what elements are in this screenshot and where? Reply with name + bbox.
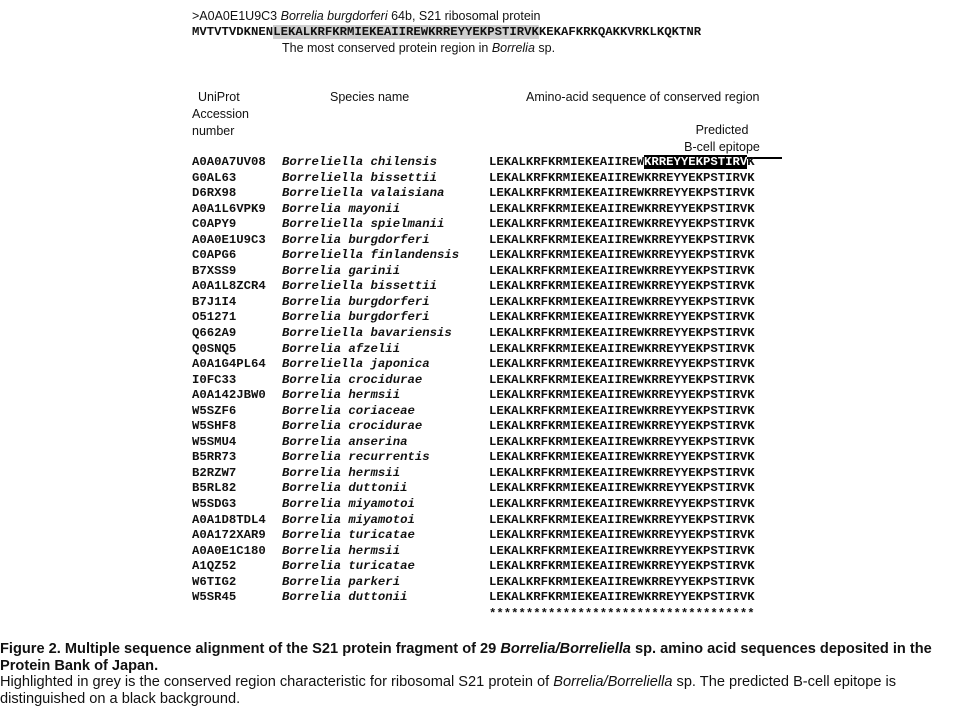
species-cell: Borrelia duttonii [282,590,408,605]
sequence-cell: LEKALKRFKRMIEKEAIIREWKRREYYEKPSTIRVK [489,590,755,605]
sequence-cell: LEKALKRFKRMIEKEAIIREWKRREYYEKPSTIRVK [489,512,755,527]
sequence-cell: LEKALKRFKRMIEKEAIIREWKRREYYEKPSTIRVK [489,559,755,574]
sequence-cell: LEKALKRFKRMIEKEAIIREWKRREYYEKPSTIRVK [489,341,755,356]
accession-cell: Q662A9 [192,326,237,341]
accession-cell: A0A1G4PL64 [192,357,266,372]
sequence-cell: LEKALKRFKRMIEKEAIIREWKRREYYEKPSTIRVK [489,528,755,543]
epitope-header-line2: B-cell epitope [684,140,760,154]
species-cell: Borrelia miyamotoi [282,512,415,527]
column-header-accession [192,89,249,140]
species-cell: Borrelia anserina [282,434,408,449]
species-cell: Borrelia hermsii [282,543,401,558]
sequence-cell: LEKALKRFKRMIEKEAIIREWKRREYYEKPSTIRVK [489,357,755,372]
sequence-cell: LEKALKRFKRMIEKEAIIREWKRREYYEKPSTIRVK [489,419,755,434]
sequence-cell: LEKALKRFKRMIEKEAIIREWKRREYYEKPSTIRVK [489,248,755,263]
conserved-region-note [282,41,555,55]
accession-cell: A0A0A7UV08 [192,155,266,169]
column-header-sequence: Amino-acid sequence of conserved region [526,90,760,104]
accession-cell: W5SMU4 [192,434,237,449]
species-cell: Borrelia turicatae [282,528,415,543]
accession-cell: B7J1I4 [192,294,237,309]
sequence-cell: LEKALKRFKRMIEKEAIIREWKRREYYEKPSTIRVK [489,465,755,480]
epitope-header-line1: Predicted [695,123,749,137]
sequence-prefix: MVTVTVDKNEN [192,25,274,39]
fasta-description: 64b, S21 ribosomal protein [391,9,541,23]
caption-body [0,674,974,707]
sequence-cell: LEKALKRFKRMIEKEAIIREWKRREYYEKPSTIRVK [489,232,755,247]
sequence-suffix: KEKAFKRKQAKKVRKLKQKTNR [538,25,702,39]
accession-cell: I0FC33 [192,372,237,387]
column-header-species: Species name [330,90,410,104]
accession-cell: A0A172XAR9 [192,528,266,543]
species-cell: Borrelia burgdorferi [282,232,430,247]
species-cell: Borreliella finlandensis [282,248,460,263]
species-cell: Borreliella valaisiana [282,186,445,201]
species-cell: Borrelia duttonii [282,481,408,496]
caption-title-text: Figure 2. Multiple sequence alignment of the S21 protein fragment of 29 [0,641,501,657]
figure-caption [0,641,974,707]
species-cell: Borrelia hermsii [282,465,401,480]
sequence-cell: LEKALKRFKRMIEKEAIIREWKRREYYEKPSTIRVK [489,481,755,496]
caption-title [0,641,974,674]
fasta-species: Borrelia burgdorferi [280,9,388,23]
sequence-segment: LEKALKRFKRMIEKEAIIREW [489,155,644,169]
sequence-cell: LEKALKRFKRMIEKEAIIREWKRREYYEKPSTIRVK [489,186,755,201]
species-cell: Borreliella bissettii [282,170,437,185]
species-cell: Borreliella bissettii [282,279,437,294]
species-cell: Borrelia coriaceae [282,403,415,418]
accession-cell: W5SR45 [192,590,237,605]
sequence-cell: LEKALKRFKRMIEKEAIIREWKRREYYEKPSTIRVK [489,263,755,278]
accession-header-line1: UniProt [198,90,240,104]
accession-header-line3: number [192,124,235,138]
species-cell: Borrelia burgdorferi [282,294,430,309]
sequence-cell: LEKALKRFKRMIEKEAIIREWKRREYYEKPSTIRVK [489,201,755,216]
caption-body-genus: Borrelia/Borreliella [553,674,673,690]
sequence-cell: LEKALKRFKRMIEKEAIIREWKRREYYEKPSTIRVK [489,310,755,325]
species-cell: Borrelia crocidurae [282,419,423,434]
accession-cell: B2RZW7 [192,465,237,480]
accession-cell: A0A1L6VPK9 [192,201,266,216]
note-text: The most conserved protein region in [282,41,492,55]
accession-cell: W5SHF8 [192,419,237,434]
species-cell: Borrelia garinii [282,263,401,278]
accession-cell: D6RX98 [192,186,237,201]
sequence-cell: LEKALKRFKRMIEKEAIIREWKRREYYEKPSTIRVK [489,372,755,387]
sequence-cell: LEKALKRFKRMIEKEAIIREWKRREYYEKPSTIRVK [489,388,755,403]
caption-body-text: Highlighted in grey is the conserved region characteristic for ribosomal S21 protein of [0,674,554,690]
sequence-cell: LEKALKRFKRMIEKEAIIREWKRREYYEKPSTIRVK [489,217,755,232]
species-cell: Borrelia burgdorferi [282,310,430,325]
species-cell: Borreliella chilensis [282,155,437,169]
accession-cell: Q0SNQ5 [192,341,237,356]
accession-cell: W6TIG2 [192,574,237,589]
sequence-cell: LEKALKRFKRMIEKEAIIREWKRREYYEKPSTIRVK [489,543,755,558]
accession-cell: B5RR73 [192,450,237,465]
note-genus: Borrelia [491,41,535,55]
species-cell: Borrelia crocidurae [282,372,423,387]
species-cell: Borrelia hermsii [282,388,401,403]
caption-title-suffix: sp. amino acid sequences deposited in the Protein Bank of Japan. [0,641,932,674]
accession-cell: A1QZ52 [192,559,237,574]
species-cell: Borrelia mayonii [282,201,401,216]
sequence-segment: K [747,155,755,169]
accession-cell: O51271 [192,310,237,325]
species-cell: Borreliella bavariensis [282,326,452,341]
accession-cell: C0APY9 [192,217,237,232]
species-cell: Borreliella japonica [282,357,430,372]
sequence-cell: LEKALKRFKRMIEKEAIIREWKRREYYEKPSTIRVK [489,450,755,465]
species-cell: Borrelia miyamotoi [282,497,415,512]
sequence-cell: LEKALKRFKRMIEKEAIIREWKRREYYEKPSTIRVK [489,294,755,309]
sequence-cell: LEKALKRFKRMIEKEAIIREWKRREYYEKPSTIRVK [489,497,755,512]
accession-cell: B7XSS9 [192,263,237,278]
epitope-header [662,122,782,156]
accession-header-line2: Accession [192,107,249,121]
accession-cell: A0A1D8TDL4 [192,512,266,527]
sequence-cell: LEKALKRFKRMIEKEAIIREWKRREYYEKPSTIRVK [489,170,755,185]
conservation-line: ************************************ [489,607,755,621]
accession-cell: C0APG6 [192,248,237,263]
species-cell: Borrelia recurrentis [282,450,430,465]
accession-cell: A0A0E1U9C3 [192,232,266,247]
conserved-region-highlight: LEKALKRFKRMIEKEAIIREWKRREYYEKPSTIRVK [273,25,539,39]
accession-cell: G0AL63 [192,170,237,185]
species-cell: Borrelia parkeri [282,574,401,589]
caption-title-genus: Borrelia/Borreliella [500,641,631,657]
full-protein-sequence [192,25,701,39]
sequence-cell: LEKALKRFKRMIEKEAIIREWKRREYYEKPSTIRVK [489,403,755,418]
accession-cell: W5SDG3 [192,497,237,512]
sequence-cell: LEKALKRFKRMIEKEAIIREWKRREYYEKPSTIRVK [489,434,755,449]
accession-cell: A0A142JBW0 [192,388,266,403]
species-cell: Borreliella spielmanii [282,217,445,232]
sequence-cell [489,155,755,171]
caption-body-suffix: sp. The predicted B-cell epitope is distinguished on a black background. [0,674,897,707]
species-cell: Borrelia afzelii [282,341,401,356]
accession-cell: W5SZF6 [192,403,237,418]
sequence-cell: LEKALKRFKRMIEKEAIIREWKRREYYEKPSTIRVK [489,574,755,589]
species-cell: Borrelia turicatae [282,559,415,574]
fasta-accession: >A0A0E1U9C3 [192,9,278,23]
accession-cell: A0A1L8ZCR4 [192,279,266,294]
accession-cell: B5RL82 [192,481,237,496]
sequence-cell: LEKALKRFKRMIEKEAIIREWKRREYYEKPSTIRVK [489,279,755,294]
epitope-highlight: KRREYYEKPSTIRV [643,155,748,169]
accession-cell: A0A0E1C180 [192,543,266,558]
sequence-cell: LEKALKRFKRMIEKEAIIREWKRREYYEKPSTIRVK [489,326,755,341]
fasta-header [192,9,541,23]
note-suffix: sp. [534,41,556,55]
